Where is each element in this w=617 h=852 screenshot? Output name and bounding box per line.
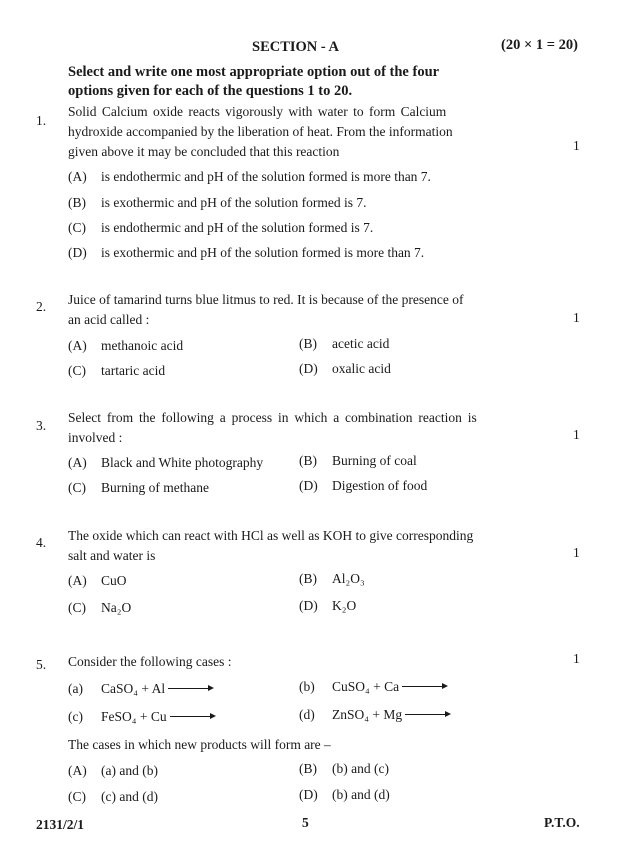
question-prompt: The cases in which new products will form are –	[68, 737, 331, 752]
section-marks: (20 × 1 = 20)	[501, 37, 578, 53]
page-number: 5	[302, 815, 309, 830]
section-title: SECTION - A	[252, 39, 340, 55]
question-mark: 1	[573, 138, 580, 153]
option-a[interactable]: (A) CuO	[68, 573, 127, 588]
question-text: The oxide which can react with HCl as well as KOH to give corresponding	[68, 528, 474, 543]
option-c[interactable]: (C) is endothermic and pH of the solution formed is 7.	[68, 220, 374, 235]
option-c[interactable]: (C) Burning of methane	[68, 480, 209, 495]
reaction-arrow-icon	[402, 686, 446, 687]
instruction-line-1: Select and write one most appropriate option out of the four	[68, 64, 440, 80]
question-mark: 1	[573, 427, 580, 442]
option-b[interactable]: (B) is exothermic and pH of the solution formed is 7.	[68, 195, 367, 210]
question-mark: 1	[573, 545, 580, 560]
question-text: given above it may be concluded that this reaction	[68, 144, 340, 159]
question-number: 3.	[36, 418, 47, 433]
option-a[interactable]: (A) methanoic acid	[68, 338, 184, 353]
option-b[interactable]: (B) acetic acid	[299, 336, 390, 351]
paper-code: 2131/2/1	[36, 817, 85, 832]
reaction-arrow-icon	[168, 688, 212, 689]
question-number: 1.	[36, 113, 47, 128]
question-mark: 1	[573, 310, 580, 325]
option-a[interactable]: (A) is endothermic and pH of the solution formed is more than 7.	[68, 169, 431, 184]
option-c[interactable]: (C) Na₂O	[68, 600, 132, 615]
question-text: Consider the following cases :	[68, 654, 232, 669]
case-d: (d) ZnSO₄ + Mg	[299, 707, 449, 723]
question-text: salt and water is	[68, 548, 156, 563]
question-text: Select from the following a process in which a combination reaction is	[68, 410, 477, 425]
question-number: 2.	[36, 299, 47, 314]
case-c: (c) FeSO₄ + Cu	[68, 709, 214, 725]
option-d[interactable]: (D) Digestion of food	[299, 478, 428, 493]
question-number: 4.	[36, 535, 47, 550]
question-text: involved :	[68, 430, 123, 445]
case-b: (b) CuSO₄ + Ca	[299, 679, 446, 695]
option-c[interactable]: (C) (c) and (d)	[68, 789, 158, 804]
option-d[interactable]: (D) K₂O	[299, 598, 357, 613]
option-a[interactable]: (A) (a) and (b)	[68, 763, 158, 778]
reaction-arrow-icon	[405, 714, 449, 715]
option-b[interactable]: (B) (b) and (c)	[299, 761, 389, 776]
reaction-arrow-icon	[170, 716, 214, 717]
question-mark: 1	[573, 651, 580, 666]
question-text: an acid called :	[68, 312, 150, 327]
question-text: Juice of tamarind turns blue litmus to red. It is because of the presence of	[68, 292, 464, 307]
question-text: Solid Calcium oxide reacts vigorously with water to form Calcium	[68, 104, 447, 119]
question-number: 5.	[36, 657, 47, 672]
option-d[interactable]: (D) is exothermic and pH of the solution formed is more than 7.	[68, 245, 425, 260]
option-d[interactable]: (D) oxalic acid	[299, 361, 391, 376]
option-a[interactable]: (A) Black and White photography	[68, 455, 264, 470]
option-b[interactable]: (B) Burning of coal	[299, 453, 417, 468]
option-c[interactable]: (C) tartaric acid	[68, 363, 166, 378]
case-a: (a) CaSO₄ + Al	[68, 681, 212, 697]
instruction-line-2: options given for each of the questions 1 to 20.	[68, 83, 353, 99]
question-text: hydroxide accompanied by the liberation of heat. From the information	[68, 124, 453, 139]
page-turn-note: P.T.O.	[544, 815, 580, 830]
option-d[interactable]: (D) (b) and (d)	[299, 787, 390, 802]
option-b[interactable]: (B) Al₂O₃	[299, 571, 365, 586]
